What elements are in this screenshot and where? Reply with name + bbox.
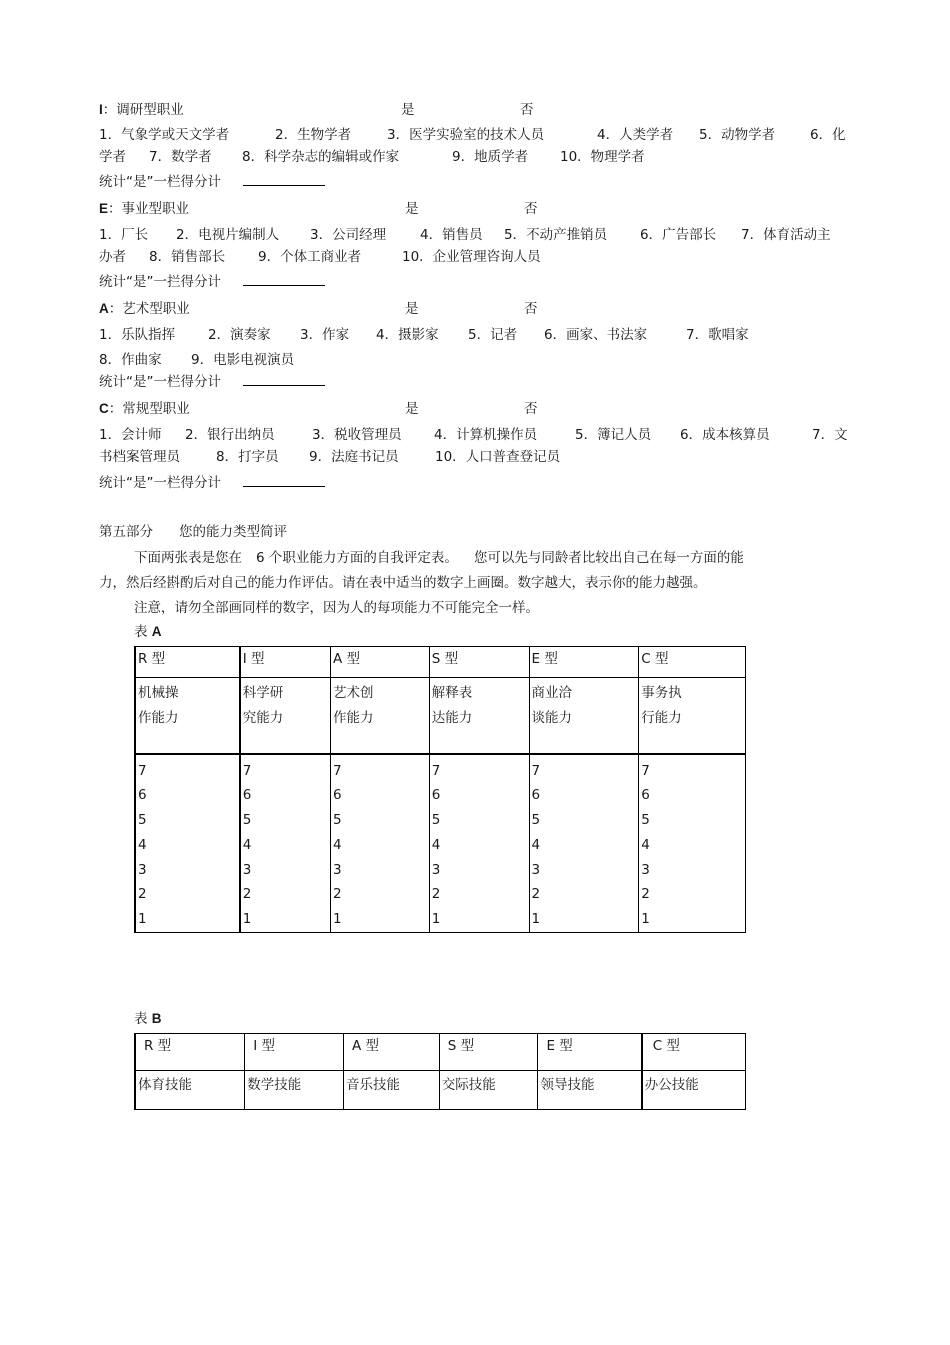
occupation-item: 5．簿记人员	[575, 427, 652, 443]
section-title: ：常规型职业	[108, 401, 190, 417]
part5-paragraph-1	[134, 549, 744, 567]
skill-cell[interactable]: 音乐技能	[343, 1071, 439, 1110]
occupation-item: 9．电影电视演员	[191, 352, 295, 368]
rating-number[interactable]: 4	[138, 836, 147, 853]
ability-text: 机械操	[138, 685, 179, 701]
occupation-item: 4．销售员	[420, 227, 483, 243]
rating-scale-cell[interactable]	[135, 754, 240, 933]
type-header: R 型	[135, 1034, 245, 1071]
occupation-item: 2．电视片编制人	[176, 227, 280, 243]
occupation-item: 7．文	[812, 427, 848, 443]
rating-number[interactable]: 6	[333, 787, 342, 804]
ability-text: 艺术创	[333, 685, 374, 701]
rating-number[interactable]: 4	[333, 836, 342, 853]
score-line	[99, 474, 325, 492]
rating-number[interactable]: 2	[333, 886, 342, 903]
rating-number[interactable]: 3	[531, 861, 541, 878]
part5-heading-title: 您的能力类型简评	[179, 524, 287, 540]
occupation-item: 3．医学实验室的技术人员	[387, 127, 545, 143]
rating-number[interactable]: 2	[138, 886, 147, 903]
rating-number[interactable]: 3	[138, 861, 147, 878]
occupation-item: 5．记者	[468, 327, 518, 343]
score-label: 统计“是”一拦得分计	[99, 274, 221, 290]
ability-cell	[331, 678, 430, 754]
rating-number[interactable]: 6	[242, 787, 252, 804]
occupation-item: 4．人类学者	[597, 127, 674, 143]
rating-number[interactable]: 1	[531, 911, 541, 928]
caption-letter: B	[151, 1011, 162, 1026]
score-label: 统计“是”一栏得分计	[99, 174, 221, 190]
rating-number[interactable]: 7	[242, 762, 252, 779]
rating-number[interactable]: 2	[531, 886, 541, 903]
occupation-item: 6．广告部长	[640, 227, 717, 243]
type-header: S 型	[429, 647, 529, 678]
rating-number[interactable]: 6	[641, 787, 650, 804]
occupation-item: 1．乐队指挥	[99, 327, 176, 343]
occupation-item: 9．地质学者	[452, 149, 529, 165]
score-blank[interactable]	[243, 474, 325, 487]
section-code: A	[99, 301, 109, 316]
section-title: ：事业型职业	[108, 201, 190, 217]
ability-text: 事务执	[641, 685, 682, 701]
rating-number[interactable]: 6	[531, 787, 541, 804]
yes-column-label: 是	[405, 301, 419, 317]
occupation-item: 9．法庭书记员	[309, 449, 399, 465]
type-header: I 型	[245, 1034, 344, 1071]
table-b-caption	[134, 1010, 162, 1028]
occupation-item: 办者	[99, 249, 126, 265]
occupation-item: 3．税收管理员	[312, 427, 402, 443]
rating-number[interactable]: 3	[333, 861, 342, 878]
occupation-item: 1．会计师	[99, 427, 162, 443]
rating-number[interactable]: 3	[641, 861, 650, 878]
no-column-label: 否	[524, 201, 538, 217]
occupation-item: 8．作曲家	[99, 352, 162, 368]
ability-cell	[135, 678, 240, 754]
rating-number[interactable]: 2	[641, 886, 650, 903]
type-header: R 型	[135, 647, 240, 678]
occupation-item: 4．计算机操作员	[434, 427, 538, 443]
score-blank[interactable]	[243, 273, 325, 286]
occupation-item: 3．公司经理	[310, 227, 387, 243]
section-a-title	[99, 300, 190, 318]
occupation-item: 8．销售部长	[149, 249, 226, 265]
rating-number[interactable]: 1	[138, 911, 147, 928]
type-header: E 型	[529, 647, 639, 678]
occupation-item: 学者	[99, 149, 126, 165]
rating-number[interactable]: 7	[138, 762, 147, 779]
yes-column-label: 是	[405, 201, 419, 217]
rating-number[interactable]: 7	[641, 762, 650, 779]
ability-text: 科学研	[242, 685, 284, 701]
occupation-item: 1．气象学或天文学者	[99, 127, 230, 143]
rating-number[interactable]: 4	[531, 836, 541, 853]
rating-scale-cell[interactable]	[240, 754, 331, 933]
type-header: I 型	[240, 647, 331, 678]
skill-cell[interactable]: 体育技能	[135, 1071, 245, 1110]
rating-number[interactable]: 6	[138, 787, 147, 804]
occupation-item: 书档案管理员	[99, 449, 180, 465]
ability-text: 作能力	[333, 710, 374, 726]
occupation-item: 7．数学者	[149, 149, 212, 165]
rating-number[interactable]: 4	[431, 836, 441, 853]
yes-column-label: 是	[401, 102, 415, 118]
rating-number[interactable]: 1	[333, 911, 342, 928]
self-rating-table-a	[134, 646, 746, 933]
rating-number[interactable]: 6	[431, 787, 441, 804]
rating-number[interactable]: 2	[242, 886, 252, 903]
type-header: C 型	[639, 647, 746, 678]
para-text: 6 个职业能力方面的自我评定表。	[256, 550, 458, 566]
rating-number[interactable]: 5	[138, 812, 147, 829]
no-column-label: 否	[524, 301, 538, 317]
caption-letter: A	[151, 624, 162, 639]
part5-paragraph-3: 注意，请勿全部画同样的数字，因为人的每项能力不可能完全一样。	[134, 600, 539, 616]
ability-text: 解释表	[431, 685, 473, 701]
rating-number[interactable]: 5	[531, 812, 541, 829]
occupation-item: 7．体育活动主	[741, 227, 831, 243]
ability-cell	[639, 678, 746, 754]
occupation-item: 1．厂长	[99, 227, 149, 243]
score-line	[99, 373, 325, 391]
rating-number[interactable]: 3	[431, 861, 441, 878]
rating-number[interactable]: 7	[531, 762, 541, 779]
rating-number[interactable]: 2	[431, 886, 441, 903]
section-title: ：艺术型职业	[108, 301, 190, 317]
rating-scale-cell[interactable]	[639, 754, 746, 933]
type-header: S 型	[439, 1034, 538, 1071]
rating-number[interactable]: 1	[431, 911, 441, 928]
rating-scale-cell[interactable]	[429, 754, 529, 933]
ability-text: 谈能力	[531, 710, 573, 726]
score-label: 统计“是”一栏得分计	[99, 475, 221, 491]
caption-text: 表	[134, 1011, 152, 1027]
no-column-label: 否	[520, 102, 534, 118]
score-label: 统计“是”一栏得分计	[99, 374, 221, 390]
ability-cell	[240, 678, 331, 754]
rating-number[interactable]: 7	[431, 762, 441, 779]
occupation-item: 5．动物学者	[699, 127, 776, 143]
occupation-item: 9．个体工商业者	[258, 249, 362, 265]
part5-heading-number: 第五部分	[99, 524, 153, 540]
score-line	[99, 173, 325, 191]
self-rating-table-b	[134, 1033, 746, 1110]
ability-text: 行能力	[641, 710, 682, 726]
skill-cell[interactable]: 领导技能	[538, 1071, 642, 1110]
para-text: 下面两张表是您在	[134, 550, 242, 566]
occupation-item: 2．生物学者	[275, 127, 352, 143]
occupation-item: 6．化	[810, 127, 846, 143]
ability-text: 究能力	[242, 710, 284, 726]
type-header: C 型	[642, 1034, 746, 1071]
rating-number[interactable]: 4	[242, 836, 252, 853]
rating-scale-cell[interactable]	[331, 754, 430, 933]
ability-text: 商业洽	[531, 685, 573, 701]
skill-cell[interactable]: 数学技能	[245, 1071, 344, 1110]
type-header: E 型	[538, 1034, 642, 1071]
rating-number[interactable]: 3	[242, 861, 252, 878]
occupation-item: 10．企业管理咨询人员	[402, 249, 541, 265]
rating-scale-cell[interactable]	[529, 754, 639, 933]
yes-column-label: 是	[405, 401, 419, 417]
skill-cell[interactable]: 办公技能	[642, 1071, 746, 1110]
ability-text: 达能力	[431, 710, 473, 726]
caption-text: 表	[134, 624, 152, 640]
section-code: C	[99, 401, 109, 416]
rating-number[interactable]: 5	[431, 812, 441, 829]
rating-number[interactable]: 5	[333, 812, 342, 829]
section-code: E	[99, 201, 109, 216]
ability-text: 作能力	[138, 710, 179, 726]
occupation-item: 8．打字员	[216, 449, 279, 465]
rating-number[interactable]: 1	[242, 911, 252, 928]
ability-cell	[529, 678, 639, 754]
occupation-item: 8．科学杂志的编辑或作家	[242, 149, 400, 165]
rating-number[interactable]: 4	[641, 836, 650, 853]
section-c-title	[99, 400, 190, 418]
score-blank[interactable]	[243, 173, 325, 186]
occupation-item: 10．物理学者	[560, 149, 645, 165]
section-title: ：调研型职业	[102, 102, 184, 118]
rating-number[interactable]: 5	[641, 812, 650, 829]
ability-cell	[429, 678, 529, 754]
type-header: A 型	[331, 647, 430, 678]
para-text: 您可以先与同龄者比较出自己在每一方面的能	[473, 550, 744, 566]
part5-heading	[99, 523, 287, 541]
occupation-item: 4．摄影家	[376, 327, 439, 343]
skill-cell[interactable]: 交际技能	[439, 1071, 538, 1110]
occupation-item: 2．银行出纳员	[185, 427, 275, 443]
no-column-label: 否	[524, 401, 538, 417]
part5-paragraph-2: 力，然后经斟酌后对自己的能力作评估。请在表中适当的数字上画圈。数字越大，表示你的能力越强。	[99, 575, 707, 591]
occupation-item: 10．人口普查登记员	[435, 449, 561, 465]
rating-number[interactable]: 5	[242, 812, 252, 829]
section-e-title	[99, 200, 189, 218]
section-code: I	[99, 102, 103, 117]
score-blank[interactable]	[243, 373, 325, 386]
occupation-item: 7．歌唱家	[686, 327, 749, 343]
occupation-item: 5．不动产推销员	[504, 227, 608, 243]
rating-number[interactable]: 7	[333, 762, 342, 779]
section-i-title	[99, 101, 184, 119]
occupation-item: 6．成本核算员	[680, 427, 770, 443]
type-header: A 型	[343, 1034, 439, 1071]
occupation-item: 3．作家	[300, 327, 350, 343]
rating-number[interactable]: 1	[641, 911, 650, 928]
occupation-item: 2．演奏家	[208, 327, 271, 343]
occupation-item: 6．画家、书法家	[544, 327, 648, 343]
score-line	[99, 273, 325, 291]
table-a-caption	[134, 623, 162, 641]
